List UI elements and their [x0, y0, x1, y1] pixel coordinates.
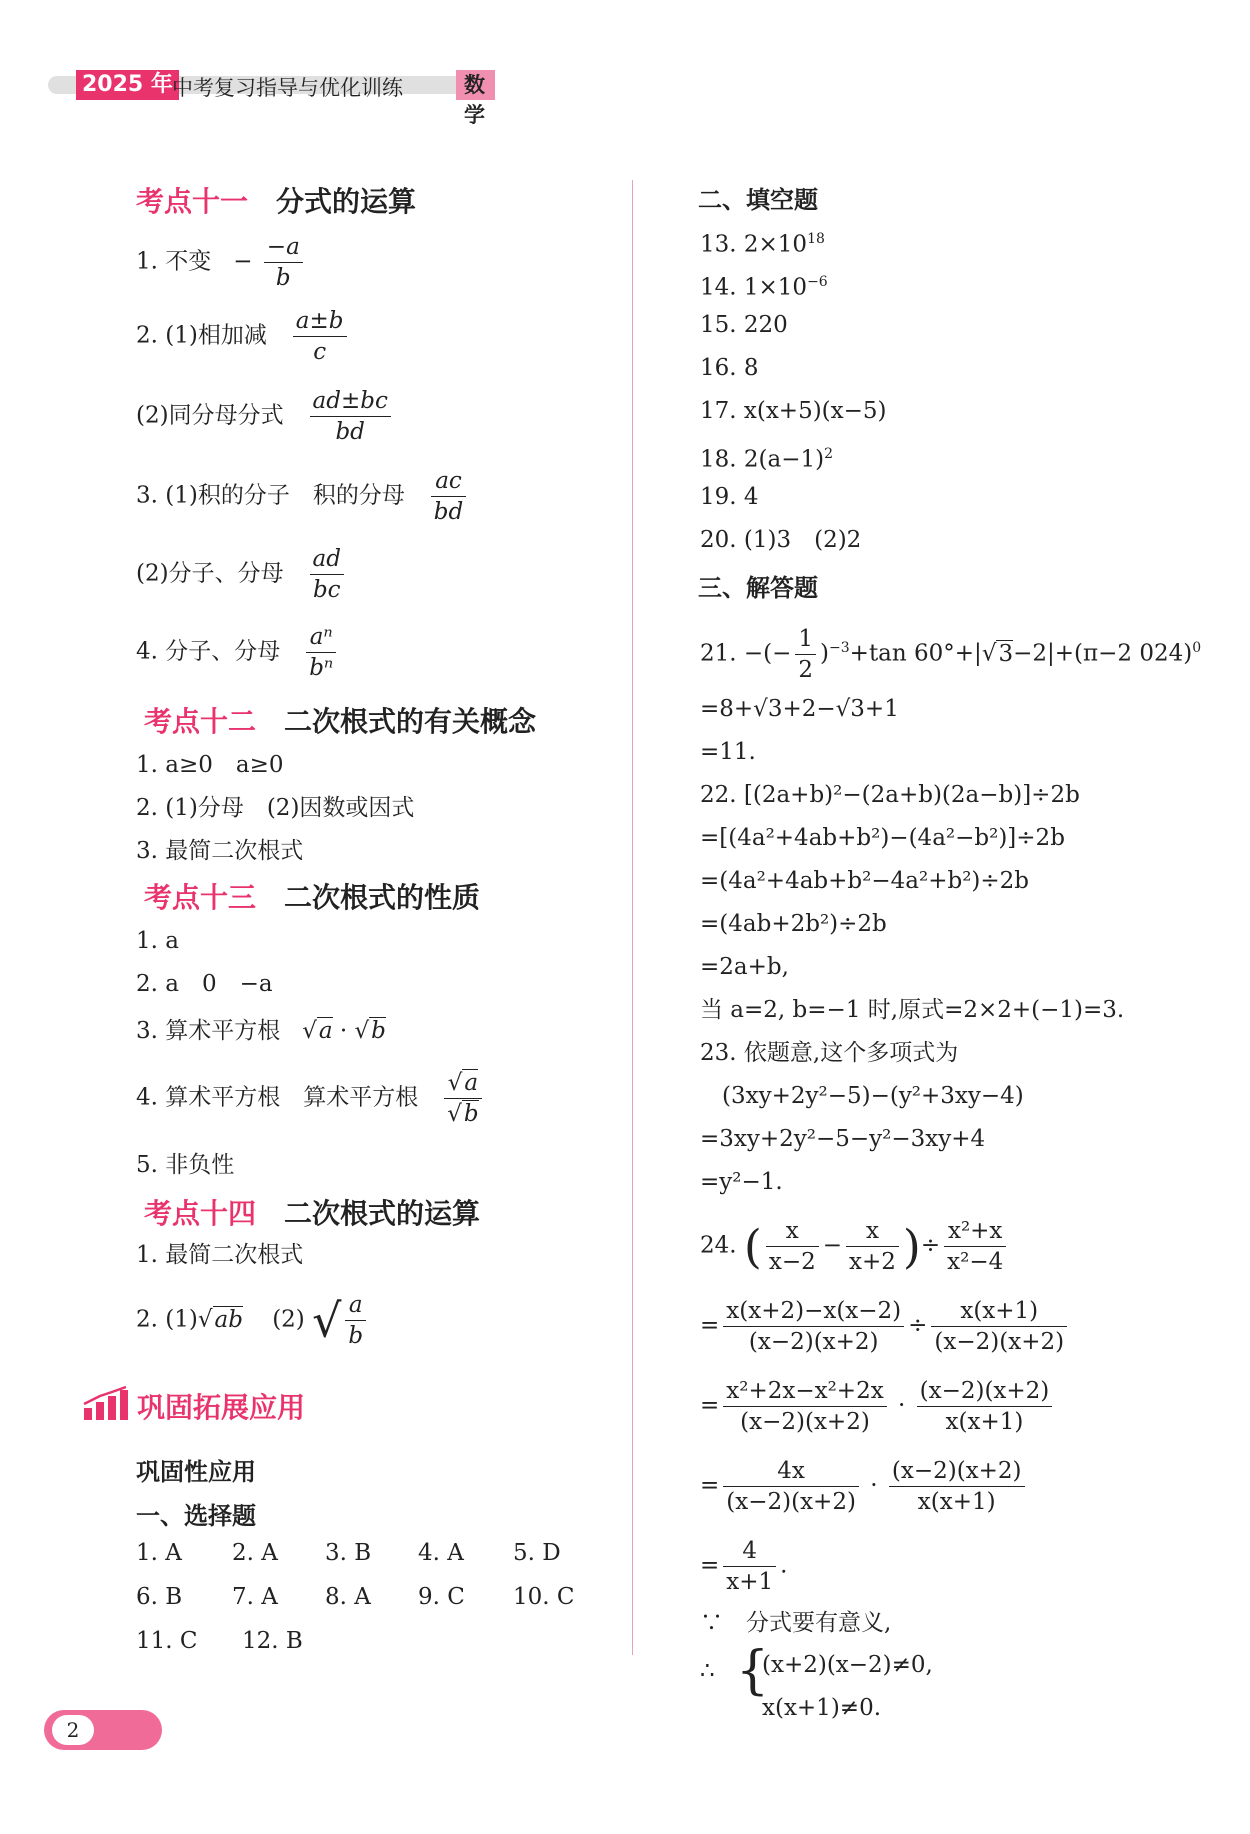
answer-12-2: 2. (1)分母 (2)因数或因式 — [136, 795, 415, 821]
answer-12-3: 3. 最简二次根式 — [136, 838, 304, 864]
answer-22-step: =[(4a²+4ab+b²)−(4a²−b²)]÷2b — [700, 825, 1065, 851]
answer-24-condition: (x+2)(x−2)≠0, — [762, 1652, 933, 1678]
answer-23-step: (3xy+2y²−5)−(y²+3xy−4) — [722, 1083, 1024, 1109]
brace-symbol: { — [736, 1641, 770, 1701]
answer-13-4: 4. 算术平方根 算术平方根 $\frac{√a}{√b}$ — [136, 1068, 486, 1129]
answer-17: 17. x(x+5)(x−5) — [700, 398, 887, 424]
answer-24-step: ∵ 分式要有意义, — [700, 1610, 892, 1636]
answer-24-step: = $\frac{4}{x+1}$ . — [700, 1538, 788, 1595]
answer-11-6: 4. 分子、分母 $\frac{\text{aⁿ}}{\text{bⁿ}}$ — [136, 622, 340, 683]
answer-11-2: 2. (1)相加减 $\frac{a\pm b}{c}$ — [136, 306, 351, 367]
page-number: 2 — [52, 1715, 94, 1745]
heading-fill-in: 二、填空题 — [698, 186, 818, 214]
choice-answer: 10. C — [513, 1584, 575, 1610]
answer-13: 13. $2\times 10^{18}$ — [700, 231, 825, 258]
answer-13-1: 1. a — [136, 928, 179, 954]
answer-24: 24. ( $\frac{x}{x-2}$ − $\frac{x}{x+2}$ )÷ $\frac{\text{x²+x}}{\text{x²−4}}$ — [700, 1216, 1010, 1277]
choice-answer: 11. C — [136, 1628, 198, 1654]
consolidation-title: 巩固拓展应用 — [137, 1391, 306, 1424]
answer-21-step: =11. — [700, 739, 756, 765]
header-year: 2025 年 — [76, 70, 179, 100]
section-heading-13: 考点十三 二次根式的性质 — [144, 881, 481, 914]
answer-19: 19. 4 — [700, 484, 759, 510]
answer-11-1: 1. 不变 − $\frac{-a}{b}$ — [136, 232, 307, 293]
subheading-choice: 一、选择题 — [136, 1502, 256, 1530]
answer-11-4: 3. (1)积的分子 积的分母 $\frac{ac}{bd}$ — [136, 466, 470, 527]
answer-15: 15. 220 — [700, 312, 788, 338]
answer-22-step: =(4a²+4ab+b²−4a²+b²)÷2b — [700, 868, 1030, 894]
answer-21-step: =8+√3+2−√3+1 — [700, 696, 899, 722]
choice-answer: 4. A — [418, 1540, 464, 1566]
page-number-tab — [44, 1710, 162, 1750]
subheading-consolidation: 巩固性应用 — [136, 1458, 256, 1486]
header-subject: 数学 — [456, 70, 495, 100]
answer-11-5: (2)分子、分母 $\frac{ad}{bc}$ — [136, 544, 348, 605]
choice-answer: 6. B — [136, 1584, 183, 1610]
choice-answer: 8. A — [325, 1584, 371, 1610]
answer-24-condition: x(x+1)≠0. — [762, 1695, 882, 1721]
answer-21: 21. −(− $\frac{1}{2}$ )$^{-3}$+tan 60°+|√3−2|+(π−2 024)$^0$ — [700, 626, 1202, 683]
answer-12-1: 1. a≥0 a≥0 — [136, 752, 284, 778]
answer-24-step: = $\frac{4x}{(x-2)(x+2)}$ · $\frac{(x-2)(x+2)}{x(x+1)}$ — [700, 1456, 1029, 1517]
running-header — [48, 70, 488, 127]
section-heading-11: 考点十一 分式的运算 — [136, 185, 417, 218]
column-divider — [632, 180, 633, 1655]
answer-20: 20. (1)3 (2)2 — [700, 527, 862, 553]
answer-13-3: 3. 算术平方根 √a · √b — [136, 1018, 386, 1044]
therefore-symbol: ∴ — [700, 1658, 715, 1684]
section-heading-14: 考点十四 二次根式的运算 — [144, 1197, 481, 1230]
answer-22: 22. [(2a+b)²−(2a+b)(2a−b)]÷2b — [700, 782, 1080, 808]
heading-solutions: 三、解答题 — [698, 574, 818, 602]
choice-answer: 2. A — [232, 1540, 278, 1566]
choice-answer: 5. D — [513, 1540, 561, 1566]
choice-answer: 1. A — [136, 1540, 182, 1566]
choice-answer: 7. A — [232, 1584, 278, 1610]
answer-22-step: =(4ab+2b²)÷2b — [700, 911, 887, 937]
choice-answer: 9. C — [418, 1584, 465, 1610]
answer-13-5: 5. 非负性 — [136, 1152, 235, 1178]
answer-14-1: 1. 最简二次根式 — [136, 1242, 304, 1268]
section-heading-12: 考点十二 二次根式的有关概念 — [144, 705, 537, 738]
answer-18: 18. $2(a-1)^2$ — [700, 446, 834, 473]
answer-16: 16. 8 — [700, 355, 759, 381]
answer-22-step: =2a+b, — [700, 954, 789, 980]
answer-23-step: =3xy+2y²−5−y²−3xy+4 — [700, 1126, 986, 1152]
consolidation-banner — [82, 1386, 306, 1424]
answer-23-step: =y²−1. — [700, 1169, 783, 1195]
answer-24-step: = $\frac{\text{x²+2x−x²+2x}}{(x-2)(x+2)}$ · $\frac{(x-2)(x+2)}{x(x+1)}$ — [700, 1376, 1056, 1437]
choice-answer: 12. B — [242, 1628, 303, 1654]
answer-13-2: 2. a 0 −a — [136, 971, 273, 997]
answer-14-2: 2. (1)√ab (2) √ $\frac{a}{b}$ — [136, 1290, 370, 1351]
bar-growth-icon — [82, 1386, 130, 1422]
answer-24-step: = $\frac{x(x+2)-x(x-2)}{(x-2)(x+2)}$ ÷ $\frac{x(x+1)}{(x-2)(x+2)}$ — [700, 1296, 1071, 1357]
answer-22-step: 当 a=2, b=−1 时,原式=2×2+(−1)=3. — [700, 997, 1125, 1023]
header-title: 中考复习指导与优化训练 — [172, 76, 403, 100]
answer-14: 14. $1\times 10^{-6}$ — [700, 274, 828, 301]
answer-23: 23. 依题意,这个多项式为 — [700, 1040, 959, 1066]
answer-11-3: (2)同分母分式 $\frac{ad\pm bc}{bd}$ — [136, 386, 395, 447]
choice-answer: 3. B — [325, 1540, 372, 1566]
